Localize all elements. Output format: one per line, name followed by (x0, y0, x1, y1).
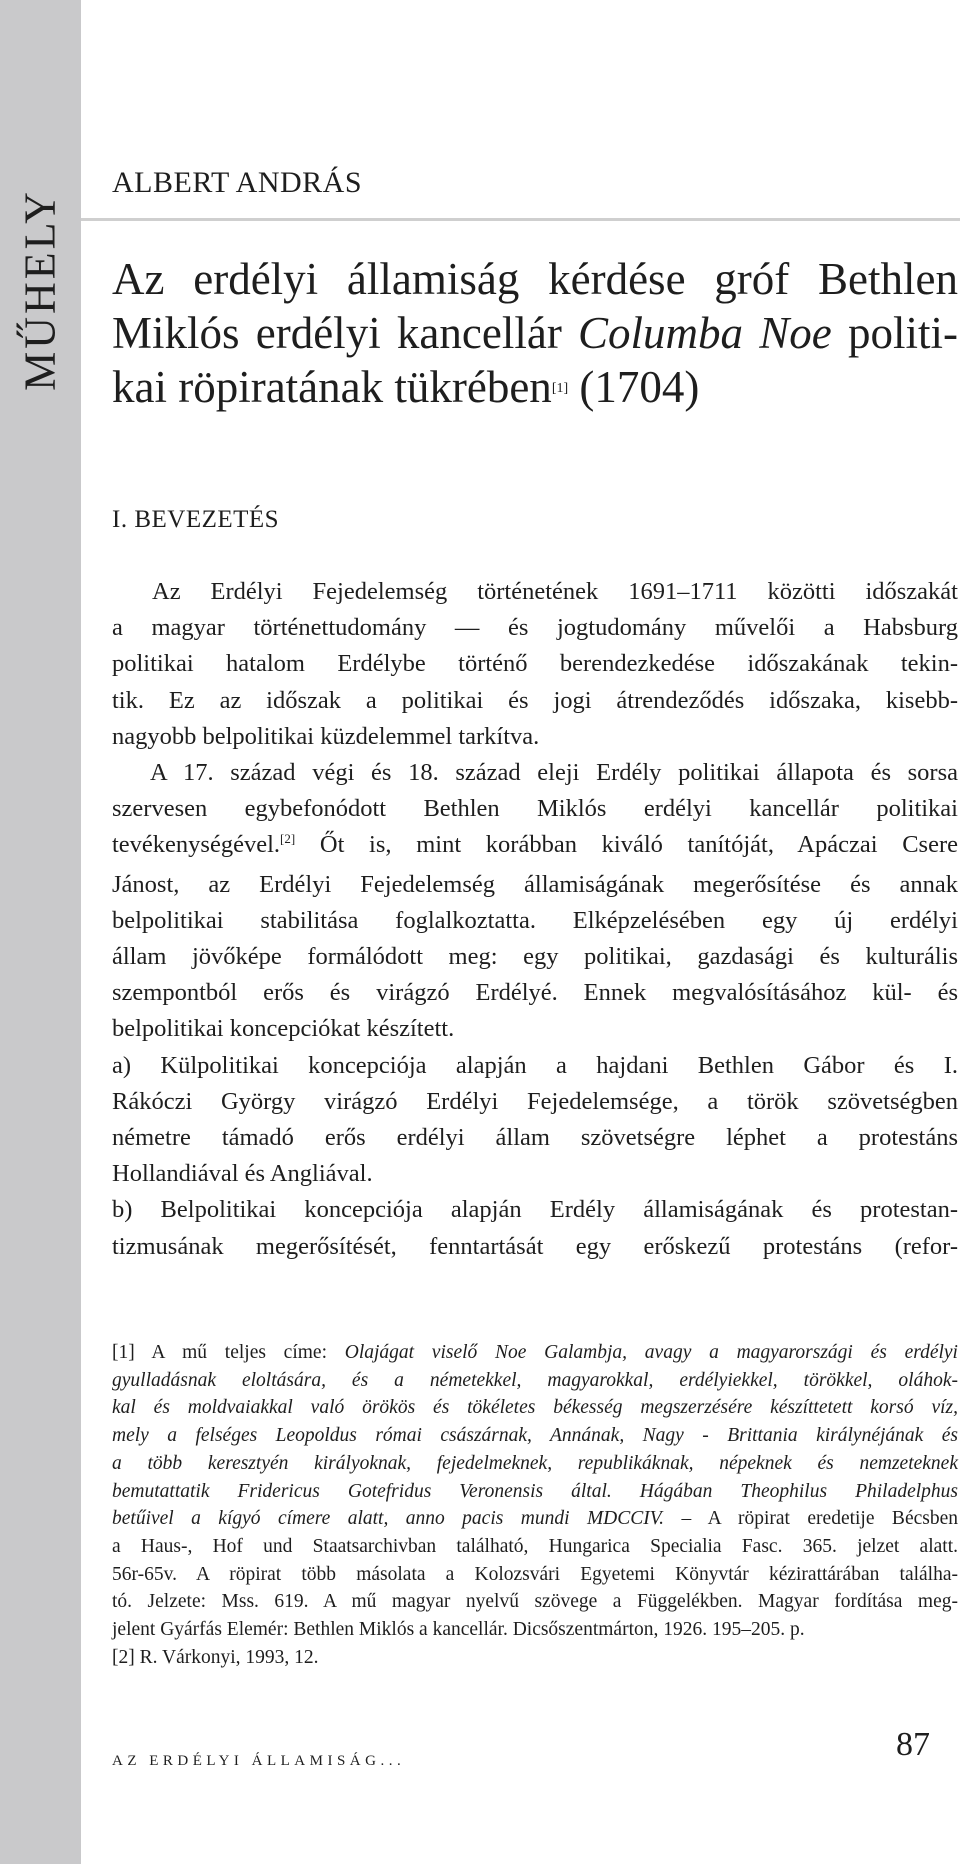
footnote-line (112, 1450, 958, 1478)
author-name: ALBERT ANDRÁS (112, 166, 363, 199)
body-line: Rákóczi György virágzó Erdélyi Fejedelemsége, a török szövetségben (112, 1087, 958, 1115)
body-line: A 17. század végi és 18. század eleji Erdély politikai állapota és sorsa (150, 759, 958, 787)
title-year: (1704) (568, 362, 700, 412)
body-line (112, 827, 958, 866)
body-line: belpolitikai koncepciókat készített. (112, 1015, 455, 1043)
body-line-text: tevékenységével. (112, 831, 281, 859)
footnote-line (112, 1394, 958, 1422)
body-line: Az Erdélyi Fejedelemség történetének 1691–1711 közötti időszakát (152, 578, 958, 605)
header-divider (81, 218, 960, 221)
page-number: 87 (896, 1726, 930, 1763)
footnote-2: [2] R. Várkonyi, 1993, 12. (112, 1646, 319, 1668)
footnote-italic-text: betűivel a kígyó címere alatt, anno pacis mundi MDCCIV. (112, 1508, 665, 1530)
title-line-2-text: Miklós erdélyi kancellár (112, 308, 579, 358)
section-label: MŰHELY (15, 189, 65, 391)
body-line: németre támadó erős erdélyi állam szövetségre léphet a protestáns (112, 1124, 958, 1152)
article-title (112, 252, 958, 426)
footnote-line (112, 1478, 958, 1506)
body-line: szempontból erős és virágzó Erdélyé. Ennek megvalósításához kül- és (112, 979, 958, 1007)
running-head: AZ ERDÉLYI ÁLLAMISÁG... (112, 1753, 406, 1769)
footnote-line (112, 1339, 958, 1367)
footnote-line: tó. Jelzete: Mss. 619. A mű magyar nyelvű szövege a Függelékben. Magyar fordítása meg- (112, 1591, 958, 1613)
footnote-line: 56r-65v. A röpirat több másolata a Kolozsvári Egyetemi Könyvtár kézirattárában találha- (112, 1563, 958, 1585)
footnote-line (112, 1422, 958, 1450)
body-line: politikai hatalom Erdélybe történő berendezkedése időszakának tekin- (112, 650, 958, 678)
body-line: Hollandiával és Angliával. (112, 1160, 373, 1188)
footnote-italic-text: bemutattatik Fridericus Gotefridus Veronensis által. Hágában Theophilus Philadelphus (112, 1480, 958, 1502)
title-line-2-end: politi- (831, 308, 958, 358)
footnote-italic-text: Olajágat viselő Noe Galambja, avagy a magyarországi és erdélyi (344, 1342, 958, 1363)
footnote-line (112, 1367, 958, 1395)
body-line-text: Őt is, mint korábban kiváló tanítóját, Apáczai Csere (295, 831, 958, 859)
title-line-3 (112, 360, 958, 426)
footnote-1-label: [1] A mű teljes címe: (112, 1342, 345, 1363)
footnotes (112, 1339, 958, 1671)
footnote-ref-2: [2] (280, 831, 296, 847)
footnote-italic-text: kal és moldvaiakkal való örökös és tökéletes békesség megszerzésére készíttetett korsó víz, (112, 1397, 958, 1419)
footnote-line: a Haus-, Hof und Staatsarchivban található, Hungarica Specialia Fasc. 365. jelzet alatt. (112, 1535, 958, 1557)
body-line: tik. Ez az időszak a politikai és jogi átrendeződés időszaka, kisebb- (112, 686, 958, 714)
footnote-line (112, 1505, 958, 1533)
body-line: belpolitikai stabilitása foglalkoztatta. Elképzelésében egy új erdélyi (112, 906, 958, 934)
body-line: Jánost, az Erdélyi Fejedelemség államiságának megerősítése és annak (112, 870, 958, 898)
footnote-italic-text: a több keresztyén királyoknak, fejedelmeknek, republikáknak, népeknek és nemzeteknek (112, 1452, 958, 1474)
footnote-italic-text: gyulladásnak eloltására, és a németekkel, magyarokkal, erdélyiekkel, törökkel, oláhok- (112, 1369, 958, 1391)
footnote-ref-1: [1] (551, 381, 569, 396)
title-line-2 (112, 306, 958, 360)
body-line: a magyar történettudomány — és jogtudomány művelői a Habsburg (112, 614, 958, 642)
body-line: szervesen egybefonódott Bethlen Miklós erdélyi kancellár politikai (112, 795, 958, 823)
footnote-line: jelent Gyárfás Elemér: Bethlen Miklós a kancellár. Dicsőszentmárton, 1926. 195–205. p. (112, 1619, 805, 1641)
body-line: b) Belpolitikai koncepciója alapján Erdély államiságának és protestan- (112, 1196, 958, 1224)
body-line: a) Külpolitikai koncepciója alapján a hajdani Bethlen Gábor és I. (112, 1051, 958, 1079)
body-line: nagyobb belpolitikai küzdelemmel tarkítva. (112, 722, 540, 750)
footnote-italic-text: mely a felséges Leopoldus római császárnak, Annának, Nagy - Brittania királynéjának és (112, 1425, 958, 1447)
title-italic-work: Columba Noe (578, 308, 832, 358)
sidebar-band (0, 0, 81, 1864)
footnote-text: – A röpirat eredetije Bécsben (664, 1508, 958, 1530)
body-line: tizmusának megerősítését, fenntartását egy erőskezű protestáns (refor- (112, 1232, 958, 1260)
section-heading: I. BEVEZETÉS (112, 506, 280, 533)
body-text (112, 574, 958, 1265)
title-line-1: Az erdélyi államiság kérdése gróf Bethlen (112, 254, 958, 304)
body-line: állam jövőképe formálódott meg: egy politikai, gazdasági és kulturális (112, 943, 958, 971)
title-line-3-text: kai röpiratának tükrében (112, 362, 552, 412)
